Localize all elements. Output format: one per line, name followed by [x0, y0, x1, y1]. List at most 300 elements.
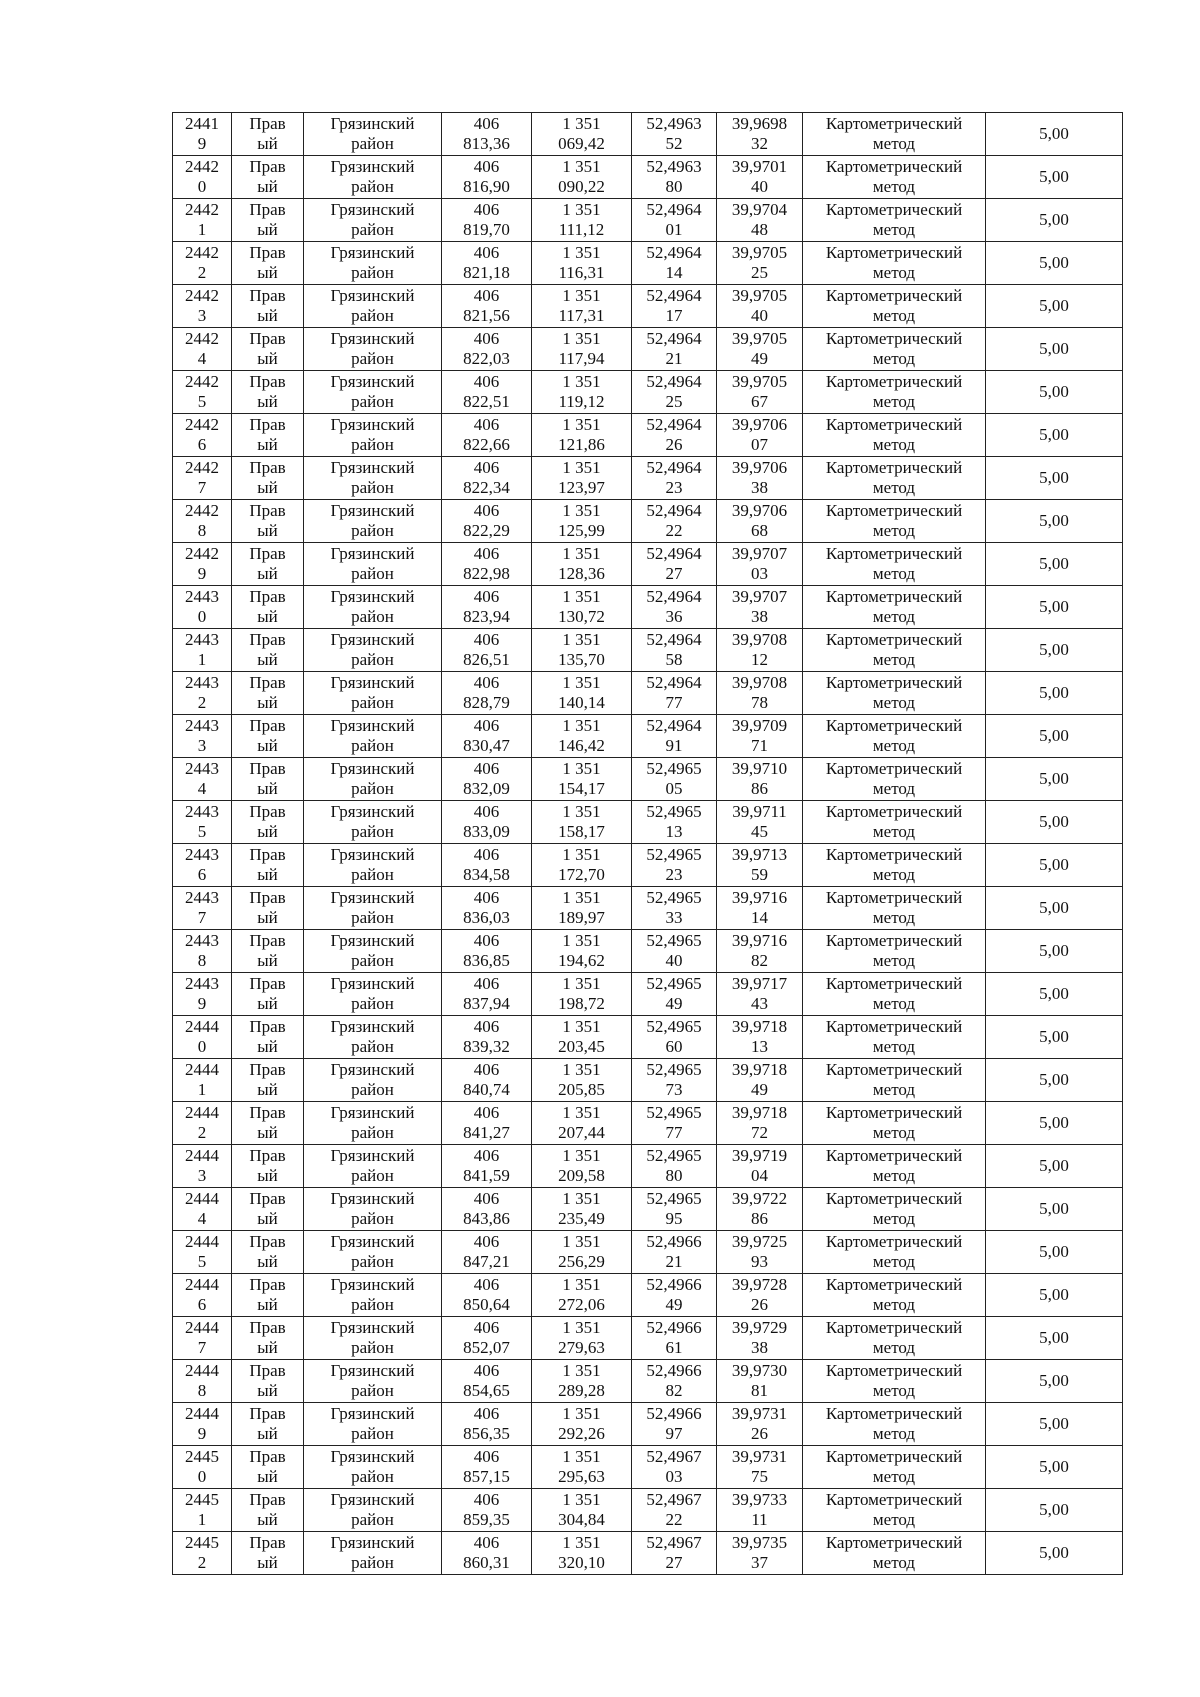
bank-side-cell	[232, 199, 304, 242]
latitude-line: 52,4965	[646, 845, 702, 864]
latitude-cell	[632, 328, 717, 371]
method-line: Картометрический	[825, 759, 963, 778]
coord-x-cell	[442, 1231, 532, 1274]
table-row	[173, 1446, 1123, 1489]
coord-x-line: 406	[473, 673, 500, 692]
bank-side-line: ый	[257, 1080, 278, 1099]
bank-side-line: Прав	[249, 544, 286, 563]
longitude-cell	[717, 156, 803, 199]
longitude-line: 81	[751, 1381, 768, 1400]
longitude-line: 40	[751, 306, 768, 325]
bank-side-line: ый	[257, 1424, 278, 1443]
coord-x-line: 406	[473, 759, 500, 778]
bank-side-line: ый	[257, 607, 278, 626]
coord-y-line: 125,99	[558, 521, 605, 540]
district-line: Грязинский	[330, 630, 415, 649]
bank-side-line: Прав	[249, 1533, 286, 1552]
method-line: метод	[872, 994, 916, 1013]
longitude-line: 39,9710	[731, 759, 788, 778]
point-number-cell	[173, 285, 232, 328]
point-number-cell	[173, 156, 232, 199]
latitude-line: 52,4964	[646, 716, 702, 735]
longitude-line: 39,9706	[731, 458, 788, 477]
method-line: метод	[872, 1510, 916, 1529]
point-number-line: 9	[197, 564, 207, 583]
longitude-cell	[717, 1532, 803, 1575]
coord-y-cell	[532, 1360, 632, 1403]
bank-side-line: Прав	[249, 1404, 286, 1423]
coord-y-line: 1 351	[562, 759, 601, 778]
bank-side-cell	[232, 1274, 304, 1317]
bank-side-line: ый	[257, 865, 278, 884]
coord-x-cell	[442, 1532, 532, 1575]
latitude-line: 23	[665, 478, 683, 497]
point-number-line: 9	[197, 994, 207, 1013]
accuracy-cell: 5,00	[986, 543, 1123, 586]
coord-y-line: 117,94	[558, 349, 605, 368]
longitude-cell	[717, 457, 803, 500]
coord-y-line: 1 351	[562, 243, 601, 262]
district-cell	[304, 1274, 442, 1317]
method-line: метод	[872, 177, 916, 196]
point-number-cell	[173, 758, 232, 801]
bank-side-line: Прав	[249, 888, 286, 907]
coord-y-line: 207,44	[558, 1123, 605, 1142]
longitude-line: 39,9716	[731, 931, 788, 950]
latitude-line: 52,4964	[646, 544, 702, 563]
point-number-line: 9	[197, 1424, 207, 1443]
point-number-line: 2444	[185, 1318, 219, 1337]
coord-y-line: 069,42	[558, 134, 605, 153]
longitude-line: 38	[751, 607, 768, 626]
district-line: район	[351, 306, 394, 325]
longitude-cell	[717, 672, 803, 715]
bank-side-line: ый	[257, 1553, 278, 1572]
district-cell	[304, 973, 442, 1016]
district-line: район	[351, 908, 394, 927]
coord-y-line: 320,10	[558, 1553, 605, 1572]
table-row	[173, 328, 1123, 371]
district-cell	[304, 758, 442, 801]
district-line: Грязинский	[330, 329, 415, 348]
coord-x-line: 841,59	[463, 1166, 510, 1185]
point-number-line: 4	[197, 1209, 207, 1228]
method-line: метод	[872, 263, 916, 282]
latitude-cell	[632, 543, 717, 586]
district-cell	[304, 801, 442, 844]
point-number-cell	[173, 1274, 232, 1317]
district-cell	[304, 156, 442, 199]
method-line: метод	[872, 1467, 916, 1486]
coord-y-line: 209,58	[558, 1166, 605, 1185]
bank-side-line: Прав	[249, 587, 286, 606]
bank-side-cell	[232, 844, 304, 887]
coord-x-line: 406	[473, 931, 500, 950]
latitude-cell	[632, 1403, 717, 1446]
bank-side-line: Прав	[249, 1275, 286, 1294]
coord-x-line: 406	[473, 415, 500, 434]
method-line: Картометрический	[825, 157, 963, 176]
coord-y-line: 295,63	[558, 1467, 605, 1486]
latitude-line: 80	[665, 177, 683, 196]
point-number-line: 2444	[185, 1060, 219, 1079]
longitude-cell	[717, 1016, 803, 1059]
bank-side-line: ый	[257, 908, 278, 927]
accuracy-cell: 5,00	[986, 629, 1123, 672]
method-line: Картометрический	[825, 286, 963, 305]
latitude-line: 52,4967	[646, 1533, 702, 1552]
longitude-line: 39,9719	[731, 1146, 788, 1165]
point-number-line: 4	[197, 779, 207, 798]
latitude-line: 27	[665, 564, 683, 583]
method-cell	[803, 1403, 986, 1446]
method-line: метод	[872, 1166, 916, 1185]
longitude-cell	[717, 844, 803, 887]
method-line: метод	[872, 1209, 916, 1228]
bank-side-line: Прав	[249, 1146, 286, 1165]
coord-x-line: 406	[473, 243, 500, 262]
coord-x-line: 406	[473, 630, 500, 649]
bank-side-cell	[232, 113, 304, 156]
coord-x-line: 406	[473, 1404, 500, 1423]
coord-x-cell	[442, 758, 532, 801]
method-line: метод	[872, 865, 916, 884]
coord-x-line: 406	[473, 329, 500, 348]
district-cell	[304, 1102, 442, 1145]
coord-y-line: 119,12	[558, 392, 605, 411]
longitude-cell	[717, 1489, 803, 1532]
bank-side-line: ый	[257, 435, 278, 454]
latitude-line: 52,4964	[646, 501, 702, 520]
bank-side-cell	[232, 1059, 304, 1102]
method-line: метод	[872, 779, 916, 798]
point-number-cell	[173, 457, 232, 500]
longitude-line: 38	[751, 1338, 768, 1357]
coord-x-line: 822,29	[463, 521, 510, 540]
coord-y-line: 123,97	[558, 478, 605, 497]
latitude-line: 36	[665, 607, 683, 626]
bank-side-cell	[232, 1532, 304, 1575]
latitude-line: 22	[665, 1510, 683, 1529]
coord-y-cell	[532, 500, 632, 543]
coord-x-cell	[442, 285, 532, 328]
latitude-line: 14	[665, 263, 683, 282]
method-line: метод	[872, 1338, 916, 1357]
coord-y-cell	[532, 586, 632, 629]
method-line: Картометрический	[825, 1103, 963, 1122]
coord-y-line: 1 351	[562, 286, 601, 305]
bank-side-line: ый	[257, 1209, 278, 1228]
coord-y-line: 135,70	[558, 650, 605, 669]
point-number-cell	[173, 1016, 232, 1059]
table-row	[173, 156, 1123, 199]
district-line: район	[351, 1080, 394, 1099]
method-line: Картометрический	[825, 802, 963, 821]
bank-side-line: ый	[257, 1123, 278, 1142]
method-line: Картометрический	[825, 673, 963, 692]
district-line: Грязинский	[330, 1318, 415, 1337]
coord-x-line: 406	[473, 501, 500, 520]
point-number-line: 2443	[185, 845, 219, 864]
district-cell	[304, 500, 442, 543]
latitude-cell	[632, 457, 717, 500]
district-line: Грязинский	[330, 1447, 415, 1466]
coord-y-line: 198,72	[558, 994, 605, 1013]
latitude-line: 22	[665, 521, 683, 540]
coord-x-cell	[442, 586, 532, 629]
bank-side-line: Прав	[249, 157, 286, 176]
coord-y-cell	[532, 1188, 632, 1231]
point-number-line: 8	[197, 521, 207, 540]
longitude-line: 39,9735	[731, 1533, 788, 1552]
longitude-cell	[717, 1059, 803, 1102]
coord-y-cell	[532, 285, 632, 328]
longitude-line: 45	[751, 822, 768, 841]
coord-x-cell	[442, 543, 532, 586]
coord-x-cell	[442, 113, 532, 156]
accuracy-cell: 5,00	[986, 1403, 1123, 1446]
longitude-line: 39,9707	[731, 587, 788, 606]
district-line: район	[351, 349, 394, 368]
point-number-line: 2443	[185, 630, 219, 649]
accuracy-cell: 5,00	[986, 500, 1123, 543]
district-cell	[304, 371, 442, 414]
bank-side-line: Прав	[249, 673, 286, 692]
latitude-line: 52,4965	[646, 931, 702, 950]
bank-side-line: Прав	[249, 1189, 286, 1208]
accuracy-cell: 5,00	[986, 715, 1123, 758]
latitude-cell	[632, 500, 717, 543]
bank-side-line: ый	[257, 1166, 278, 1185]
coord-x-cell	[442, 801, 532, 844]
accuracy-cell: 5,00	[986, 887, 1123, 930]
latitude-line: 21	[665, 1252, 683, 1271]
method-cell	[803, 113, 986, 156]
latitude-line: 49	[665, 994, 683, 1013]
district-line: район	[351, 1252, 394, 1271]
point-number-cell	[173, 1317, 232, 1360]
bank-side-line: ый	[257, 134, 278, 153]
method-cell	[803, 973, 986, 1016]
point-number-line: 6	[197, 435, 207, 454]
district-cell	[304, 715, 442, 758]
bank-side-line: ый	[257, 1252, 278, 1271]
coord-x-line: 852,07	[463, 1338, 510, 1357]
coord-x-cell	[442, 500, 532, 543]
bank-side-cell	[232, 1489, 304, 1532]
district-cell	[304, 887, 442, 930]
coord-x-line: 854,65	[463, 1381, 510, 1400]
coord-y-line: 304,84	[558, 1510, 605, 1529]
district-line: Грязинский	[330, 673, 415, 692]
latitude-line: 40	[665, 951, 683, 970]
bank-side-line: ый	[257, 951, 278, 970]
point-number-line: 2441	[185, 114, 219, 133]
method-line: метод	[872, 908, 916, 927]
bank-side-cell	[232, 586, 304, 629]
bank-side-line: Прав	[249, 1490, 286, 1509]
point-number-line: 2443	[185, 931, 219, 950]
coord-x-line: 828,79	[463, 693, 510, 712]
district-line: Грязинский	[330, 286, 415, 305]
latitude-line: 80	[665, 1166, 683, 1185]
coord-y-line: 203,45	[558, 1037, 605, 1056]
bank-side-cell	[232, 1360, 304, 1403]
method-line: Картометрический	[825, 544, 963, 563]
accuracy-cell: 5,00	[986, 1446, 1123, 1489]
latitude-line: 52,4964	[646, 372, 702, 391]
coord-x-line: 822,34	[463, 478, 510, 497]
district-line: район	[351, 220, 394, 239]
coord-x-cell	[442, 156, 532, 199]
point-number-cell	[173, 371, 232, 414]
method-cell	[803, 328, 986, 371]
longitude-line: 11	[751, 1510, 768, 1529]
bank-side-line: Прав	[249, 974, 286, 993]
district-cell	[304, 414, 442, 457]
method-line: метод	[872, 1381, 916, 1400]
district-line: район	[351, 1123, 394, 1142]
longitude-line: 39,9713	[731, 845, 788, 864]
coord-y-line: 1 351	[562, 587, 601, 606]
point-number-line: 2444	[185, 1103, 219, 1122]
coord-y-cell	[532, 1145, 632, 1188]
coord-x-line: 406	[473, 200, 500, 219]
longitude-cell	[717, 1317, 803, 1360]
coord-y-cell	[532, 930, 632, 973]
point-number-cell	[173, 887, 232, 930]
longitude-line: 39,9718	[731, 1103, 788, 1122]
coord-y-cell	[532, 1317, 632, 1360]
method-line: Картометрический	[825, 1275, 963, 1294]
latitude-line: 52,4964	[646, 415, 702, 434]
longitude-line: 39,9705	[731, 286, 788, 305]
latitude-cell	[632, 1016, 717, 1059]
point-number-line: 7	[197, 908, 207, 927]
point-number-cell	[173, 1446, 232, 1489]
point-number-line: 2444	[185, 1017, 219, 1036]
bank-side-line: Прав	[249, 1103, 286, 1122]
district-line: Грязинский	[330, 415, 415, 434]
method-line: метод	[872, 607, 916, 626]
table-row	[173, 1317, 1123, 1360]
coord-y-cell	[532, 328, 632, 371]
coord-y-line: 1 351	[562, 114, 601, 133]
coord-y-cell	[532, 414, 632, 457]
method-line: Картометрический	[825, 458, 963, 477]
latitude-cell	[632, 629, 717, 672]
point-number-line: 2442	[185, 243, 219, 262]
coord-x-cell	[442, 1016, 532, 1059]
coord-x-cell	[442, 414, 532, 457]
latitude-line: 73	[665, 1080, 683, 1099]
latitude-line: 52,4966	[646, 1361, 702, 1380]
latitude-cell	[632, 844, 717, 887]
method-cell	[803, 1489, 986, 1532]
bank-side-line: Прав	[249, 845, 286, 864]
table-body	[173, 113, 1123, 1575]
longitude-line: 14	[751, 908, 768, 927]
longitude-line: 93	[751, 1252, 768, 1271]
method-line: метод	[872, 1037, 916, 1056]
coord-x-line: 821,56	[463, 306, 510, 325]
longitude-line: 25	[751, 263, 768, 282]
district-line: район	[351, 650, 394, 669]
point-number-line: 7	[197, 1338, 207, 1357]
point-number-line: 2442	[185, 415, 219, 434]
district-cell	[304, 1059, 442, 1102]
district-line: район	[351, 263, 394, 282]
point-number-cell	[173, 930, 232, 973]
latitude-line: 77	[665, 1123, 683, 1142]
district-line: Грязинский	[330, 114, 415, 133]
coord-x-cell	[442, 1188, 532, 1231]
method-line: Картометрический	[825, 716, 963, 735]
coord-y-line: 1 351	[562, 1060, 601, 1079]
longitude-line: 39,9722	[731, 1189, 788, 1208]
method-line: метод	[872, 1553, 916, 1572]
table-row	[173, 500, 1123, 543]
longitude-line: 04	[751, 1166, 768, 1185]
bank-side-cell	[232, 371, 304, 414]
table-row	[173, 801, 1123, 844]
method-line: метод	[872, 306, 916, 325]
bank-side-line: Прав	[249, 114, 286, 133]
longitude-line: 39,9718	[731, 1017, 788, 1036]
method-line: метод	[872, 392, 916, 411]
longitude-line: 39,9705	[731, 329, 788, 348]
latitude-line: 23	[665, 865, 683, 884]
coord-y-line: 146,42	[558, 736, 605, 755]
point-number-cell	[173, 1360, 232, 1403]
bank-side-cell	[232, 1016, 304, 1059]
bank-side-cell	[232, 1102, 304, 1145]
district-line: Грязинский	[330, 544, 415, 563]
method-line: метод	[872, 564, 916, 583]
table-row	[173, 887, 1123, 930]
district-cell	[304, 199, 442, 242]
latitude-line: 13	[665, 822, 683, 841]
bank-side-line: Прав	[249, 802, 286, 821]
longitude-line: 39,9709	[731, 716, 788, 735]
coord-y-cell	[532, 543, 632, 586]
table-row	[173, 844, 1123, 887]
latitude-line: 52,4964	[646, 200, 702, 219]
coord-x-line: 850,64	[463, 1295, 510, 1314]
accuracy-cell: 5,00	[986, 1188, 1123, 1231]
method-cell	[803, 1231, 986, 1274]
longitude-line: 59	[751, 865, 768, 884]
coord-y-line: 158,17	[558, 822, 605, 841]
bank-side-line: Прав	[249, 630, 286, 649]
bank-side-cell	[232, 414, 304, 457]
district-cell	[304, 672, 442, 715]
coord-x-cell	[442, 1317, 532, 1360]
district-line: район	[351, 779, 394, 798]
coord-x-line: 406	[473, 1490, 500, 1509]
coord-y-line: 256,29	[558, 1252, 605, 1271]
longitude-cell	[717, 1102, 803, 1145]
latitude-cell	[632, 973, 717, 1016]
coord-x-cell	[442, 1446, 532, 1489]
longitude-cell	[717, 113, 803, 156]
latitude-cell	[632, 930, 717, 973]
district-line: район	[351, 435, 394, 454]
bank-side-cell	[232, 156, 304, 199]
latitude-line: 52,4965	[646, 1103, 702, 1122]
method-line: Картометрический	[825, 1232, 963, 1251]
point-number-line: 1	[197, 1510, 207, 1529]
